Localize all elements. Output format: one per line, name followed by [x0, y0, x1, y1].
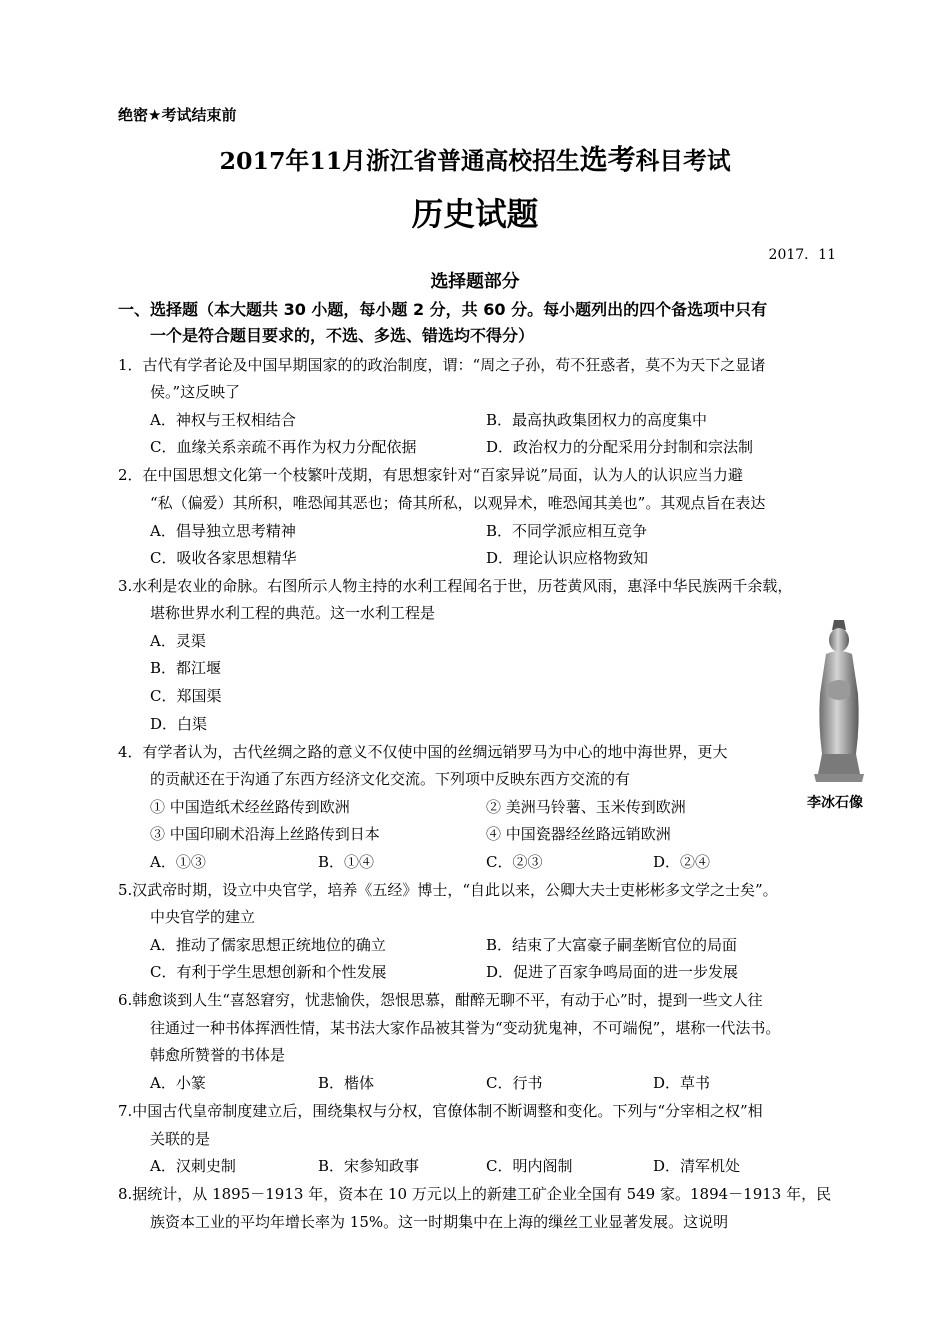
exam-title — [0, 138, 950, 178]
title-part-2: 选考 — [579, 143, 636, 176]
question-stem: 堪称世界水利工程的典范。这一水利工程是 — [150, 604, 436, 622]
title-part-3: 科目考试 — [635, 147, 731, 175]
statement-item: ③ 中国印刷术沿海上丝路传到日本 — [150, 825, 380, 843]
question-stem: 6.韩愈谈到人生“喜怒窘穷，忧悲愉佚，怨恨思慕，酣醉无聊不平，有动于心”时，提到一些文人往 — [118, 991, 763, 1009]
figure-caption: 李冰石像 — [807, 795, 863, 811]
li-bing-statue-image — [800, 614, 878, 784]
option: C．②③ — [486, 853, 543, 871]
option: B．都江堰 — [150, 659, 222, 677]
part-heading-line-2: 一个是符合题目要求的，不选、多选、错选均不得分） — [150, 326, 535, 345]
option: C．行书 — [486, 1074, 543, 1092]
option: C．吸收各家思想精华 — [150, 549, 297, 567]
option: D．白渠 — [150, 715, 208, 733]
statement-item: ① 中国造纸术经丝路传到欧洲 — [150, 798, 350, 816]
option: C．明内阁制 — [486, 1157, 573, 1175]
title-part-1: 2017年11月浙江省普通高校招生 — [219, 147, 580, 175]
option: C．有利于学生思想创新和个性发展 — [150, 963, 387, 981]
option: A．小篆 — [150, 1074, 206, 1092]
option: C．血缘关系亲疏不再作为权力分配依据 — [150, 438, 417, 456]
option: D．清军机处 — [653, 1157, 741, 1175]
part-heading-line-1: 一、选择题（本大题共 30 小题，每小题 2 分，共 60 分。每小题列出的四个备选项中只有 — [118, 300, 768, 319]
question-stem: 侯。”这反映了 — [150, 383, 241, 401]
question-stem: 7.中国古代皇帝制度建立后，围绕集权与分权，官僚体制不断调整和变化。下列与“分宰相之权”相 — [118, 1102, 763, 1120]
exam-date: 2017．11 — [768, 247, 836, 263]
option: A．倡导独立思考精神 — [150, 522, 296, 540]
confidential-label: 绝密★考试结束前 — [118, 106, 237, 124]
section-title: 选择题部分 — [430, 271, 520, 292]
option: B．宋参知政事 — [318, 1157, 420, 1175]
question-stem: 族资本工业的平均年增长率为 15%。这一时期集中在上海的缫丝工业显著发展。这说明 — [150, 1213, 729, 1231]
option: B．楷体 — [318, 1074, 375, 1092]
option: B．结束了大富豪子嗣垄断官位的局面 — [486, 936, 738, 954]
question-stem: “私（偏爱）其所积，唯恐闻其恶也；倚其所私，以观异术，唯恐闻其美也”。其观点旨在表达 — [150, 494, 766, 512]
question-stem: 中央官学的建立 — [150, 908, 256, 926]
option: B．①④ — [318, 853, 375, 871]
option: D．促进了百家争鸣局面的进一步发展 — [486, 963, 739, 981]
option: A．汉刺史制 — [150, 1157, 236, 1175]
option: D．理论认识应格物致知 — [486, 549, 649, 567]
question-stem: 2．在中国思想文化第一个枝繁叶茂期，有思想家针对“百家异说”局面，认为人的认识应当力避 — [118, 466, 743, 484]
question-stem: 韩愈所赞誉的书体是 — [150, 1046, 286, 1064]
option: D．政治权力的分配采用分封制和宗法制 — [486, 438, 754, 456]
option: D．草书 — [653, 1074, 711, 1092]
option: A．神权与王权相结合 — [150, 411, 296, 429]
question-stem: 3.水利是农业的命脉。右图所示人物主持的水利工程闻名于世，历苍黄风雨，惠泽中华民族两千余载， — [118, 577, 793, 595]
question-stem: 往通过一种书体挥洒性情，某书法大家作品被其誉为“变动犹鬼神，不可端倪”，堪称一代法书。 — [150, 1019, 781, 1037]
option: C．郑国渠 — [150, 687, 222, 705]
statement-item: ④ 中国瓷器经丝路远销欧洲 — [486, 825, 671, 843]
question-stem: 关联的是 — [150, 1130, 211, 1148]
option: A．灵渠 — [150, 632, 206, 650]
subject-title: 历史试题 — [411, 197, 539, 233]
option: B．最高执政集团权力的高度集中 — [486, 411, 708, 429]
option: D．②④ — [653, 853, 711, 871]
question-stem: 的贡献还在于沟通了东西方经济文化交流。下列项中反映东西方交流的有 — [150, 770, 631, 788]
option: A．①③ — [150, 853, 206, 871]
statement-item: ② 美洲马铃薯、玉米传到欧洲 — [486, 798, 686, 816]
question-stem: 1．古代有学者论及中国早期国家的的政治制度，谓：“周之子孙，苟不狂惑者，莫不为天下之显诸 — [118, 356, 766, 374]
question-stem: 4．有学者认为，古代丝绸之路的意义不仅使中国的丝绸远销罗马为中心的地中海世界，更大 — [118, 743, 728, 761]
question-stem: 8.据统计，从 1895－1913 年，资本在 10 万元以上的新建工矿企业全国有 549 家。1894－1913 年，民 — [118, 1185, 832, 1203]
option: B．不同学派应相互竞争 — [486, 522, 648, 540]
option: A．推动了儒家思想正统地位的确立 — [150, 936, 386, 954]
question-stem: 5.汉武帝时期，设立中央官学，培养《五经》博士，“自此以来，公卿大夫士吏彬彬多文学之士矣”。 — [118, 881, 778, 899]
